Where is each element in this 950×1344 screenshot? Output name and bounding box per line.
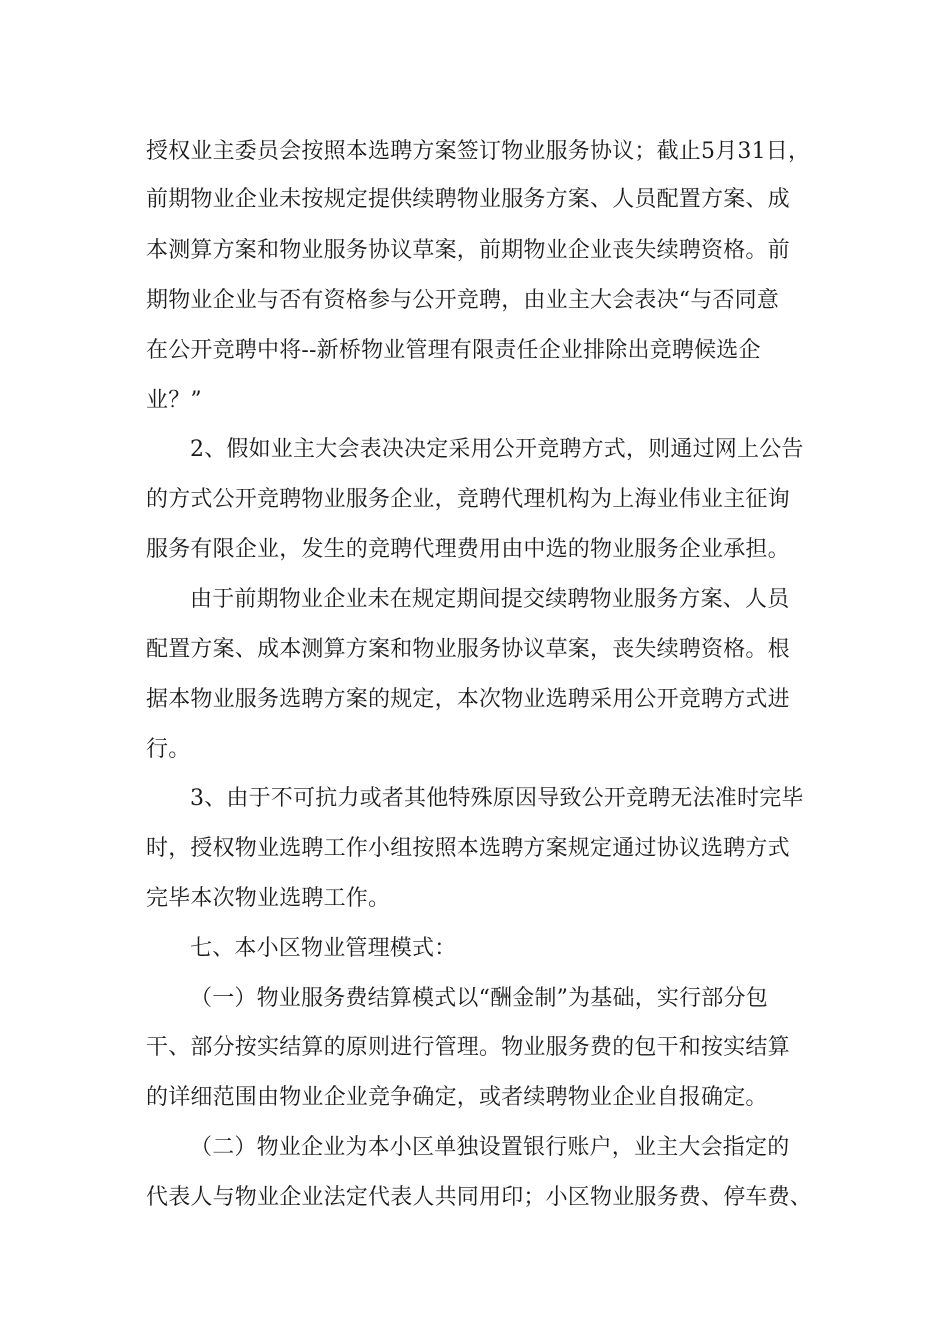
text-line: 2、假如业主大会表决决定采用公开竞聘方式，则通过网上公告 bbox=[190, 437, 804, 462]
text-line: 代表人与物业企业法定代表人共同用印；小区物业服务费、停车费、 bbox=[146, 1185, 813, 1210]
text-line: （二）物业企业为本小区单独设置银行账户，业主大会指定的 bbox=[190, 1135, 790, 1160]
text-line: 本测算方案和物业服务协议草案，前期物业企业丧失续聘资格。前 bbox=[146, 238, 790, 263]
section-heading: 七、本小区物业管理模式： bbox=[190, 936, 457, 961]
text-line: 期物业企业与否有资格参与公开竞聘，由业主大会表决“与否同意 bbox=[146, 288, 780, 313]
text-line: 据本物业服务选聘方案的规定，本次物业选聘采用公开竞聘方式进 bbox=[146, 687, 790, 712]
text-line: 配置方案、成本测算方案和物业服务协议草案，丧失续聘资格。根 bbox=[146, 637, 790, 662]
text-line: 行。 bbox=[146, 737, 191, 762]
text-line: 干、部分按实结算的原则进行管理。物业服务费的包干和按实结算 bbox=[146, 1035, 790, 1060]
text-line: 服务有限企业，发生的竞聘代理费用由中选的物业服务企业承担。 bbox=[146, 537, 790, 562]
text-line: 的详细范围由物业企业竞争确定，或者续聘物业企业自报确定。 bbox=[146, 1085, 768, 1110]
text-line: （一）物业服务费结算模式以“酬金制”为基础，实行部分包 bbox=[190, 986, 768, 1011]
text-line: 3、由于不可抗力或者其他特殊原因导致公开竞聘无法准时完毕 bbox=[190, 786, 804, 811]
text-line: 在公开竞聘中将--新桥物业管理有限责任企业排除出竞聘候选企 bbox=[146, 338, 761, 363]
text-line: 业？” bbox=[146, 388, 202, 413]
text-line: 由于前期物业企业未在规定期间提交续聘物业服务方案、人员 bbox=[190, 587, 790, 612]
text-line: 的方式公开竞聘物业服务企业，竞聘代理机构为上海业伟业主征询 bbox=[146, 487, 790, 512]
text-line: 时，授权物业选聘工作小组按照本选聘方案规定通过协议选聘方式 bbox=[146, 836, 790, 861]
text-line: 完毕本次物业选聘工作。 bbox=[146, 886, 391, 911]
text-line: 授权业主委员会按照本选聘方案签订物业服务协议；截止5月31日， bbox=[146, 139, 811, 164]
text-line: 前期物业企业未按规定提供续聘物业服务方案、人员配置方案、成 bbox=[146, 187, 790, 212]
